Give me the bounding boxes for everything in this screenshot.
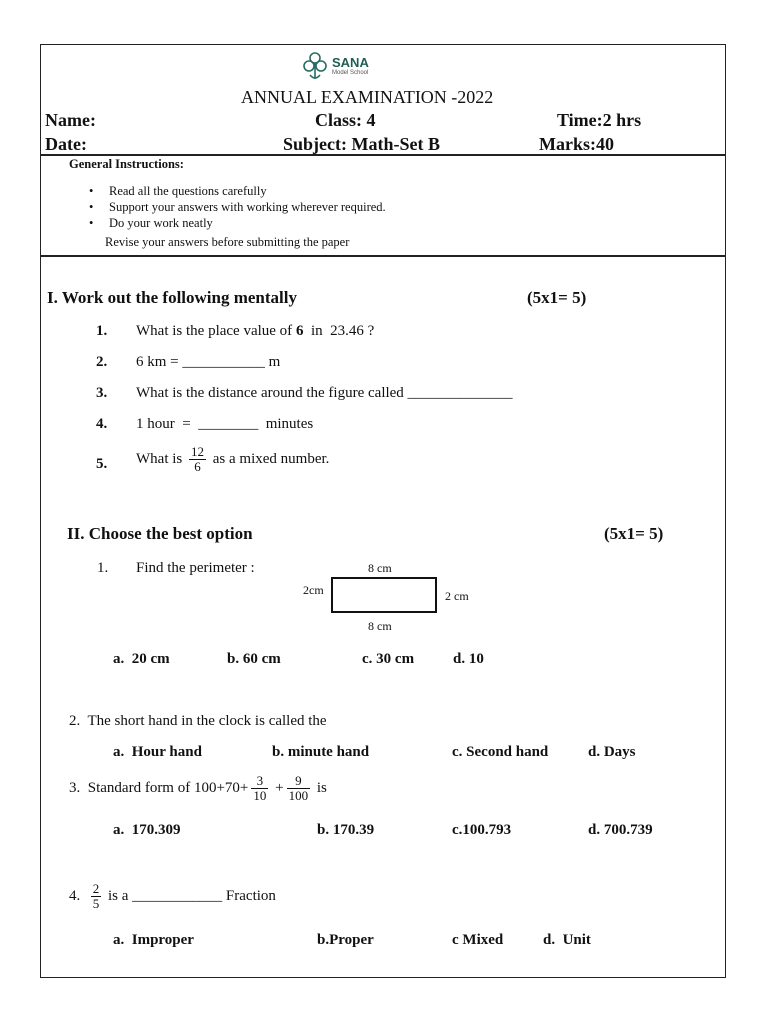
instructions-title: General Instructions: — [69, 157, 184, 171]
section1-heading — [47, 288, 297, 308]
option-d: d. Unit — [543, 932, 591, 948]
option-c: c. 30 cm — [362, 651, 415, 667]
figure-label-top: 8 cm — [368, 561, 392, 575]
school-logo — [302, 51, 369, 81]
question-text: Find the perimeter : — [136, 560, 255, 576]
fraction: $\frac{2}{5}$ — [92, 881, 100, 911]
figure-label-left: 2cm — [303, 583, 324, 597]
figure-label-right: 2 cm — [445, 589, 469, 603]
date-label: Date: — [45, 134, 87, 154]
section2-marks: (5x1= 5) — [604, 524, 664, 543]
time-label: Time:2 hrs — [557, 110, 642, 130]
fraction: $\frac{12}{6}$ — [191, 444, 204, 474]
option-b: b.Proper — [317, 932, 374, 948]
exam-paper — [40, 44, 726, 978]
option-a: a. Hour hand — [113, 744, 202, 760]
instruction-extra: Revise your answers before submitting the paper — [105, 235, 350, 249]
option-c: c Mixed — [452, 932, 504, 948]
question-text: 3. Standard form of 100+70+ $\frac{3}{10}$ + $\frac{9}{100}$ is — [69, 773, 327, 803]
question-number: 1. — [96, 323, 108, 339]
instruction-item: • Do your work neatly — [89, 215, 386, 231]
fraction: $\frac{9}{100}$ — [288, 773, 309, 803]
option-d: d. 10 — [453, 651, 484, 667]
marks-label: Marks:40 — [539, 134, 614, 154]
question-text: 6 km = ___________ m — [136, 354, 281, 370]
question-number: 4. — [96, 416, 108, 432]
question-number: 3. — [96, 385, 108, 401]
question-text: What is the distance around the figure called ______________ — [136, 385, 513, 401]
question-number: 2. — [96, 354, 108, 370]
sana-logo-icon — [302, 51, 328, 81]
instruction-item: • Read all the questions carefully — [89, 183, 386, 199]
question-text: What is the place value of 6 in 23.46 ? — [136, 323, 375, 339]
option-b: b. 60 cm — [227, 651, 281, 667]
option-c: c.100.793 — [452, 822, 512, 838]
option-b: b. minute hand — [272, 744, 370, 760]
exam-title: ANNUAL EXAMINATION -2022 — [241, 87, 494, 107]
option-b: b. 170.39 — [317, 822, 375, 838]
option-a: a. 170.309 — [113, 822, 181, 838]
option-c: c. Second hand — [452, 744, 549, 760]
instructions-list — [89, 183, 386, 231]
name-label: Name: — [45, 110, 96, 130]
class-label: Class: 4 — [315, 110, 376, 130]
subject-label: Subject: Math-Set B — [283, 134, 440, 154]
figure-label-bottom: 8 cm — [368, 619, 392, 633]
logo-subtitle: Model School — [332, 69, 369, 76]
rectangle-shape — [331, 577, 437, 613]
header-divider — [41, 154, 725, 156]
question-text: 2. The short hand in the clock is called the — [69, 713, 327, 729]
question-number: 5. — [96, 456, 108, 472]
question-text: 1 hour = ________ minutes — [136, 416, 314, 432]
option-a: a. Improper — [113, 932, 194, 948]
instruction-item: • Support your answers with working wherever required. — [89, 199, 386, 215]
option-a: a. 20 cm — [113, 651, 170, 667]
section1-marks: (5x1= 5) — [527, 288, 587, 307]
logo-name: SANA — [332, 54, 369, 70]
section1-title: Work out the following mentally — [61, 288, 297, 307]
question-text: 4. $\frac{2}{5}$ is a ____________ Fraction — [69, 881, 276, 911]
option-d: d. 700.739 — [588, 822, 653, 838]
question-text: What is $\frac{12}{6}$ as a mixed number. — [136, 444, 330, 474]
question-number: 1. — [97, 560, 109, 576]
section1-numeral: I. — [47, 288, 58, 307]
option-d: d. Days — [588, 744, 636, 760]
fraction: $\frac{3}{10}$ — [253, 773, 267, 803]
section2-title: II. Choose the best option — [67, 524, 253, 543]
instructions-divider — [41, 255, 725, 257]
